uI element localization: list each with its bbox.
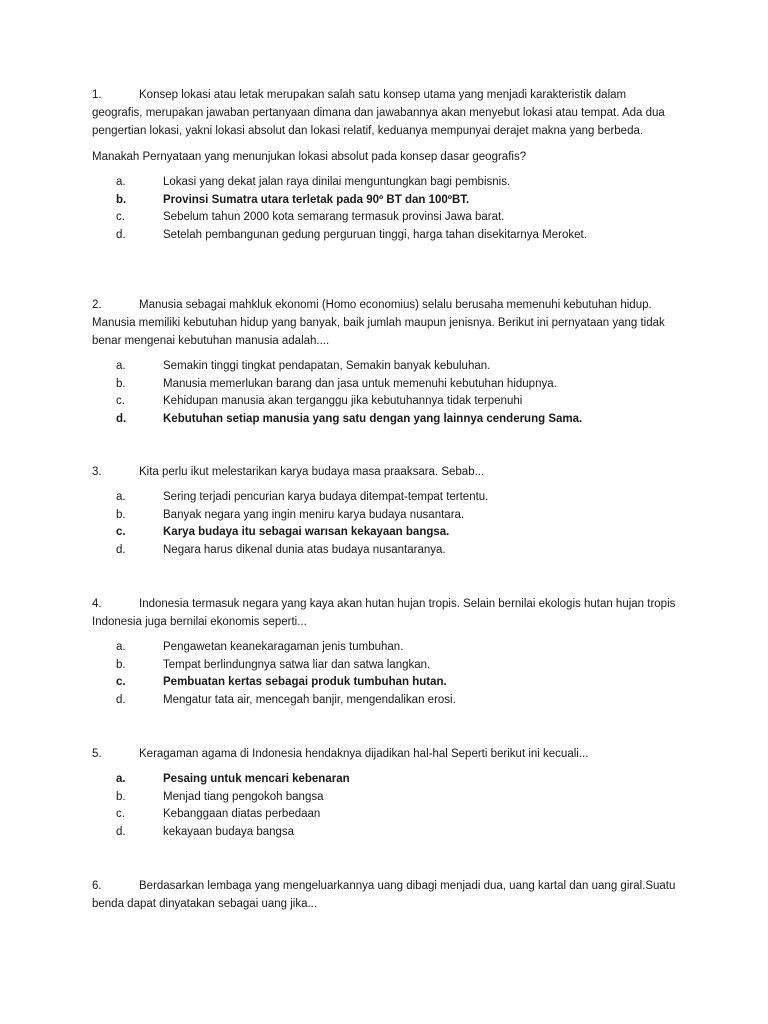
question-text: Keragaman agama di Indonesia hendaknya dijadikan hal-hal Seperti berikut ini kecuali... (139, 748, 589, 760)
option-d (92, 411, 676, 429)
option-d (92, 824, 676, 842)
question-6 (92, 877, 676, 913)
option-letter: b. (116, 508, 126, 521)
option-letter: b. (116, 377, 126, 390)
option-letter: b. (116, 658, 126, 671)
option-c (92, 674, 676, 692)
option-letter: c. (116, 395, 125, 407)
option-c (92, 393, 676, 411)
option-a (92, 771, 676, 789)
option-c (92, 209, 676, 227)
question-stem (92, 86, 676, 140)
option-letter: c. (116, 526, 126, 538)
option-letter: c. (116, 676, 126, 688)
option-text: Provinsi Sumatra utara terletak pada 90º BT dan 100ºBT. (163, 193, 470, 206)
option-text: Setelah pembangunan gedung perguruan tinggi, harga tahan disekitarnya Meroket. (163, 228, 587, 241)
option-text: kekayaan budaya bangsa (163, 825, 295, 838)
option-letter: a. (116, 641, 126, 653)
option-text: Kebutuhan setiap manusia yang satu dengan yang lainnya cenderung Sama. (163, 412, 583, 425)
option-a (92, 358, 676, 376)
option-text: Sebelum tahun 2000 kota semarang termasuk provinsi Jawa barat. (163, 211, 505, 223)
option-b (92, 789, 676, 807)
option-text: Negara harus dikenal dunia atas budaya nusantaranya. (163, 543, 446, 556)
option-letter: d. (116, 825, 126, 838)
answer-options (92, 489, 676, 559)
option-letter: c. (116, 211, 125, 223)
question-stem (92, 595, 676, 631)
option-text: Tempat berlindungnya satwa liar dan satwa langkan. (163, 658, 431, 671)
question-stem (92, 745, 676, 763)
option-text: Menjad tiang pengokoh bangsa (163, 790, 324, 803)
option-a (92, 174, 676, 192)
question-text: Manusia sebagai mahkluk ekonomi (Homo economius) selalu berusaha memenuhi kebutuhan hidup. Manusia memiliki kebutuhan hidup yang banyak, baik jumlah maupun jenisnya. Berikut ini pernyataan yang tidak benar mengenai kebutuhan manusia adalah.... (92, 299, 665, 347)
option-text: Banyak negara yang ingin meniru karya budaya nusantara. (163, 508, 465, 521)
option-letter: a. (116, 176, 126, 188)
question-2 (92, 296, 676, 428)
option-text: Pembuatan kertas sebagai produk tumbuhan hutan. (163, 676, 447, 688)
option-b (92, 657, 676, 675)
option-letter: d. (116, 228, 126, 241)
question-1 (92, 86, 676, 244)
option-letter: b. (116, 790, 126, 803)
option-text: Kehidupan manusia akan terganggu jika kebutuhannya tidak terpenuhi (163, 395, 523, 407)
question-number: 3. (92, 466, 102, 478)
option-text: Manusia memerlukan barang dan jasa untuk memenuhi kebutuhan hidupnya. (163, 377, 557, 390)
question-stem (92, 463, 676, 481)
question-text: Kita perlu ikut melestarikan karya budaya masa praaksara. Sebab... (139, 466, 485, 478)
question-prompt: Manakah Pernyataan yang menunjukan lokasi absolut pada konsep dasar geografis? (92, 151, 527, 163)
option-b (92, 376, 676, 394)
option-letter: b. (116, 193, 127, 206)
answer-options (92, 358, 676, 428)
option-d (92, 542, 676, 560)
option-c (92, 524, 676, 542)
option-text: Pesaing untuk mencari kebenaran (163, 773, 350, 785)
option-d (92, 227, 676, 245)
option-letter: a. (116, 773, 126, 785)
question-number: 5. (92, 748, 102, 760)
option-letter: a. (116, 360, 126, 372)
question-number: 6. (92, 880, 102, 892)
option-text: Kebanggaan diatas perbedaan (163, 808, 321, 820)
option-letter: d. (116, 412, 127, 425)
option-b (92, 507, 676, 525)
question-text: Berdasarkan lembaga yang mengeluarkannya uang dibagi menjadi dua, uang kartal dan uang giral.Suatu benda dapat dinyatakan sebagai uang jika... (92, 880, 676, 910)
question-number: 1. (92, 89, 102, 101)
question-stem (92, 877, 676, 913)
option-text: Lokasi yang dekat jalan raya dinilai menguntungkan bagi pembisnis. (163, 176, 511, 188)
option-text: Pengawetan keanekaragaman jenis tumbuhan. (163, 641, 404, 653)
question-4 (92, 595, 676, 709)
answer-options (92, 174, 676, 244)
option-b (92, 192, 676, 210)
option-letter: d. (116, 693, 126, 706)
option-text: Mengatur tata air, mencegah banjir, mengendalikan erosi. (163, 693, 456, 706)
option-a (92, 489, 676, 507)
question-stem (92, 296, 676, 350)
option-letter: d. (116, 543, 126, 556)
option-a (92, 639, 676, 657)
option-text: Semakin tinggi tingkat pendapatan, Semakin banyak kebuluhan. (163, 360, 491, 372)
option-letter: c. (116, 808, 125, 820)
question-text: Indonesia termasuk negara yang kaya akan hutan hujan tropis. Selain bernilai ekologis hutan hujan tropis Indonesia juga bernilai ekonomis seperti... (92, 598, 676, 628)
question-number: 2. (92, 299, 102, 311)
answer-options (92, 771, 676, 841)
question-5 (92, 745, 676, 841)
option-c (92, 806, 676, 824)
option-d (92, 692, 676, 710)
question-3 (92, 463, 676, 559)
option-text: Sering terjadi pencurian karya budaya ditempat-tempat tertentu. (163, 491, 489, 503)
question-number: 4. (92, 598, 102, 610)
question-text: Konsep lokasi atau letak merupakan salah satu konsep utama yang menjadi karakteristik dalam geografis, merupakan jawaban pertanyaan dimana dan jawabannya akan menyebut lokasi atau tempat. Ada dua pengertian lokasi, yakni lokasi absolut dan lokasi relatif, keduanya mempunyai derajet makna yang berbeda. (92, 89, 665, 137)
option-text: Karya budaya itu sebagai warısan kekayaan bangsa. (163, 526, 450, 538)
answer-options (92, 639, 676, 709)
option-letter: a. (116, 491, 126, 503)
